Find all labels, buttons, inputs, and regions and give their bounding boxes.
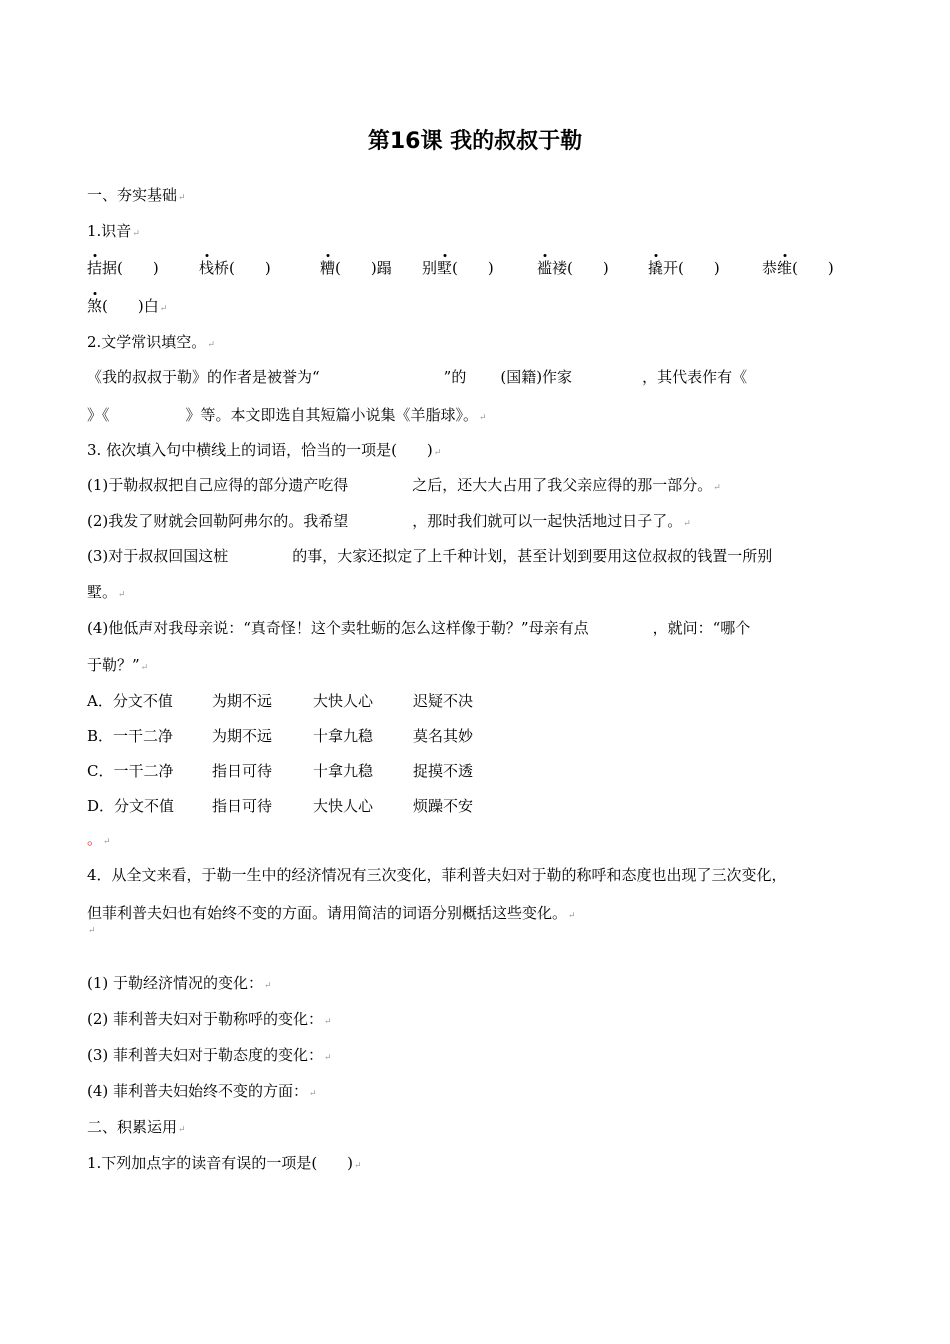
section-1-heading: 一、夯实基础↵	[87, 186, 186, 204]
q3-tail: 。↵	[87, 830, 111, 848]
q3-sentence-2: (2)我发了财就会回勒阿弗尔的。我希望 ，那时我们就可以一起快活地过日子了。↵	[87, 512, 691, 530]
page-title: 第16课 我的叔叔于勒	[367, 129, 583, 154]
q1-item-1: 拮据( )	[87, 259, 159, 277]
q2-line-1: 《我的叔叔于勒》的作者是被誉为“ ”的 (国籍)作家 ，其代表作有《	[87, 368, 748, 386]
q4-part-2: (2) 菲利普夫妇对于勒称呼的变化：↵	[87, 1010, 332, 1028]
q4-part-1: (1) 于勒经济情况的变化：↵	[87, 974, 272, 992]
option-c-4: 捉摸不透	[413, 762, 474, 780]
blank-paragraph-mark: ↵	[88, 926, 96, 936]
option-c-2: 指日可待	[212, 762, 273, 780]
q5-label: 1.下列加点字的读音有误的一项是( )↵	[87, 1154, 362, 1172]
section-2-heading: 二、积累运用↵	[87, 1118, 186, 1136]
option-b-2: 为期不远	[212, 727, 273, 745]
q3-sentence-4-cont: 于勒？”↵	[87, 656, 149, 674]
q4-line-1: 4．从全文来看，于勒一生中的经济情况有三次变化，菲利普夫妇对于勒的称呼和态度也出现了三次变化，	[87, 866, 787, 884]
q3-sentence-4: (4)他低声对我母亲说：“真奇怪！这个卖牡蛎的怎么这样像于勒？”母亲有点 ，就问：“哪个	[87, 619, 751, 637]
q1-item-7: 恭维( )	[762, 259, 834, 277]
q1-item-3: 糟( )蹋	[320, 259, 392, 277]
q2-label: 2.文学常识填空。↵	[87, 333, 215, 351]
q4-line-2: 但菲利普夫妇也有始终不变的方面。请用简洁的词语分别概括这些变化。↵	[87, 904, 576, 922]
q3-label: 3. 依次填入句中横线上的词语，恰当的一项是( )↵	[87, 441, 442, 459]
q1-label: 1.识音↵	[87, 222, 140, 240]
option-a-2: 为期不远	[212, 692, 273, 710]
option-d-1: D．分文不值	[87, 797, 175, 815]
option-a-3: 大快人心	[313, 692, 374, 710]
option-b-1: B．一干二净	[87, 727, 174, 745]
option-a-4: 迟疑不决	[413, 692, 474, 710]
q3-sentence-1: (1)于勒叔叔把自己应得的部分遗产吃得 之后，还大大占用了我父亲应得的那一部分。↵	[87, 476, 721, 494]
q2-line-2: 》《 》等。本文即选自其短篇小说集《羊脂球》。↵	[87, 406, 487, 424]
option-d-4: 烦躁不安	[413, 797, 474, 815]
option-d-2: 指日可待	[212, 797, 273, 815]
q1-item-8: 煞( )白↵	[87, 297, 168, 315]
q1-item-2: 栈桥( )	[199, 259, 271, 277]
option-c-1: C．一干二净	[87, 762, 174, 780]
option-b-4: 莫名其妙	[413, 727, 474, 745]
option-d-3: 大快人心	[313, 797, 374, 815]
q1-item-4: 别墅( )	[422, 259, 494, 277]
q4-part-4: (4) 菲利普夫妇始终不变的方面：↵	[87, 1082, 317, 1100]
q4-part-3: (3) 菲利普夫妇对于勒态度的变化：↵	[87, 1046, 332, 1064]
q1-item-6: 撬开( )	[648, 259, 720, 277]
q1-item-5: 褴褛( )	[537, 259, 609, 277]
q3-sentence-3-cont: 墅。↵	[87, 583, 126, 601]
option-b-3: 十拿九稳	[313, 727, 374, 745]
option-a-1: A．分文不值	[87, 692, 173, 710]
option-c-3: 十拿九稳	[313, 762, 374, 780]
q3-sentence-3: (3)对于叔叔回国这桩 的事，大家还拟定了上千种计划，甚至计划到要用这位叔叔的钱置一所别	[87, 547, 773, 565]
